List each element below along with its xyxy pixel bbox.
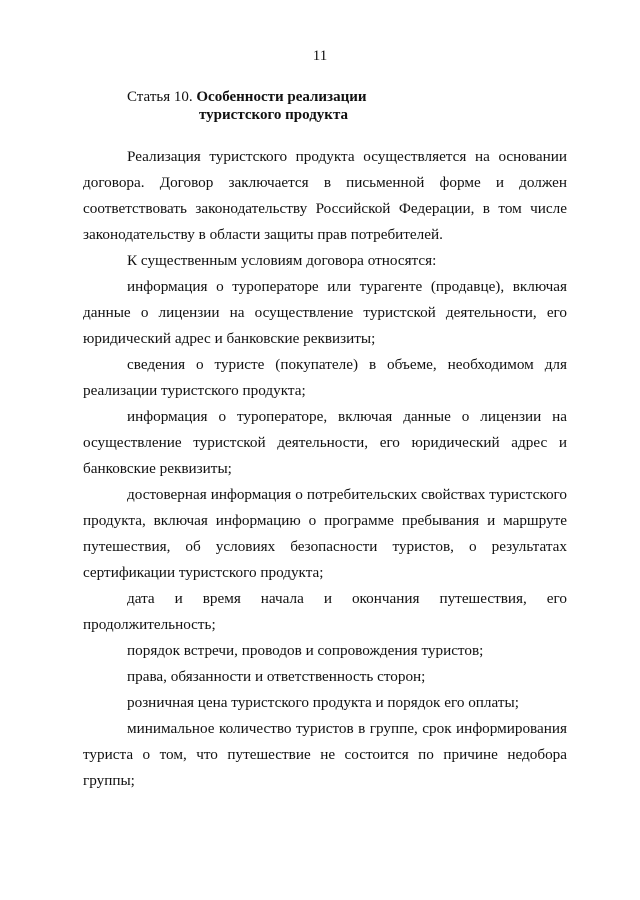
- list-item-meeting-procedure: порядок встречи, проводов и сопровождения туристов;: [127, 642, 484, 659]
- article-number: Статья 10.: [127, 89, 193, 105]
- paragraph-contract-basis: Реализация туристского продукта осуществляется на основании договора. Договор заключается в письменной форме и должен соответствовать законодательству Российской Федерации, в том числе законодательству в области защиты прав потребителей.: [83, 148, 567, 243]
- list-item-tourist-info: сведения о туристе (покупателе) в объеме, необходимом для реализации туристского продукта;: [83, 356, 567, 399]
- article-title-line-2: туристского продукта: [199, 107, 348, 123]
- list-item-rights-obligations: права, обязанности и ответственность сторон;: [127, 668, 426, 685]
- article-title-line-1: Особенности реализации: [196, 89, 367, 105]
- list-item-operator-info: информация о туроператоре, включая данные о лицензии на осуществление туристской деятельности, его юридический адрес и банковские реквизиты;: [83, 408, 567, 477]
- article-body: [83, 144, 567, 794]
- list-item-minimum-group: минимальное количество туристов в группе, срок информирования туриста о том, что путешествие не состоится по причине недобора группы;: [83, 720, 567, 789]
- article-heading: [127, 88, 367, 124]
- list-item-retail-price: розничная цена туристского продукта и порядок его оплаты;: [127, 694, 519, 711]
- list-item-product-properties: достоверная информация о потребительских свойствах туристского продукта, включая информацию о программе пребывания и маршруте путешествия, об условиях безопасности туристов, о результатах сертификации туристского продукта;: [83, 486, 567, 581]
- paragraph-essential-terms-intro: К существенным условиям договора относятся:: [127, 252, 437, 269]
- list-item-dates-duration: дата и время начала и окончания путешествия, его продолжительность;: [83, 590, 567, 633]
- page-number: 11: [312, 48, 328, 64]
- list-item-operator-or-agent-info: информация о туроператоре или турагенте (продавце), включая данные о лицензии на осуществление туристской деятельности, его юридический адрес и банковские реквизиты;: [83, 278, 567, 347]
